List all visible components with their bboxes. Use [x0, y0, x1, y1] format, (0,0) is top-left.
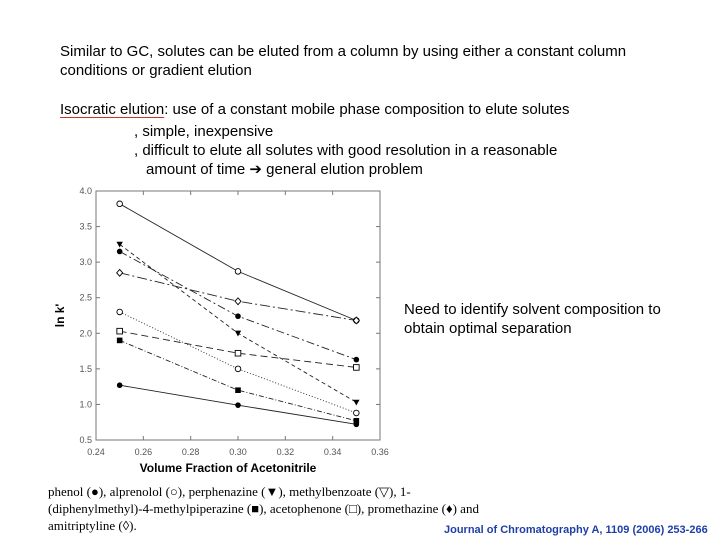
x-tick-label-4: 0.32	[276, 447, 295, 457]
x-tick-label-6: 0.36	[371, 447, 389, 457]
series-7-point-1	[235, 402, 241, 408]
isocratic-con-line2	[146, 160, 423, 179]
x-tick-label-5: 0.34	[323, 447, 342, 457]
x-axis-title: Volume Fraction of Acetonitrile	[139, 461, 317, 475]
isocratic-definition: : use of a constant mobile phase composition to elute solutes	[164, 101, 570, 118]
y-tick-label-6: 3.5	[79, 221, 92, 232]
series-5-point-1	[235, 350, 241, 356]
series-2-point-2	[354, 357, 360, 363]
series-1-point-1	[235, 331, 241, 337]
y-axis-title: ln k'	[53, 303, 67, 328]
y-tick-label-1: 1.0	[79, 399, 92, 410]
y-tick-label-5: 3.0	[79, 257, 92, 268]
intro-text: Similar to GC, solutes can be eluted from a column by using either a constant column conditions or gradient elution	[60, 43, 627, 79]
series-1-point-2	[353, 400, 359, 406]
series-line-1	[120, 244, 357, 402]
series-7-point-2	[354, 422, 360, 428]
con-line2-text: amount of time	[146, 161, 246, 178]
y-tick-label-7: 4.0	[79, 186, 92, 196]
series-6-point-0	[117, 338, 123, 344]
series-2-point-0	[117, 249, 123, 255]
isocratic-pro: , simple, inexpensive	[134, 123, 274, 140]
arrow-icon: ➔	[249, 161, 262, 178]
series-line-3	[120, 273, 357, 321]
series-3-point-0	[117, 269, 123, 276]
series-7-point-0	[117, 382, 123, 388]
chart-legend-caption: phenol (●), alprenolol (○), perphenazine (▼), methylbenzoate (▽), 1-(diphenylmethyl)-4-methylpiperazine (■), acetophenone (□), promethazine (♦) and amitriptyline (◊).	[48, 484, 479, 533]
citation: Journal of Chromatography A, 1109 (2006) 253-266	[444, 524, 708, 536]
retention-chart	[40, 180, 400, 480]
y-tick-label-2: 1.5	[79, 363, 92, 374]
callout-text: Need to identify solvent composition to obtain optimal separation	[404, 301, 661, 337]
con-line2-end: general elution problem	[266, 161, 423, 178]
isocratic-term: Isocratic elution	[60, 101, 165, 118]
series-4-point-1	[235, 366, 241, 372]
x-tick-label-0: 0.24	[87, 447, 105, 457]
x-tick-label-1: 0.26	[134, 447, 153, 457]
isocratic-heading	[60, 100, 569, 119]
series-5-point-0	[117, 328, 123, 334]
series-0-point-0	[117, 201, 123, 207]
isocratic-con-line1: , difficult to elute all solutes with good resolution in a reasonable	[134, 142, 558, 159]
y-tick-label-4: 2.5	[79, 292, 92, 303]
series-2-point-1	[235, 313, 241, 319]
series-6-point-1	[235, 387, 241, 393]
series-line-5	[120, 331, 357, 367]
x-tick-label-2: 0.28	[181, 447, 200, 457]
y-tick-label-3: 2.0	[79, 328, 92, 339]
series-line-4	[120, 312, 357, 413]
series-3-point-1	[235, 298, 241, 305]
x-tick-label-3: 0.30	[229, 447, 247, 457]
series-5-point-2	[354, 365, 360, 371]
series-4-point-2	[354, 410, 360, 416]
y-tick-label-0: 0.5	[79, 435, 92, 445]
series-0-point-1	[235, 269, 241, 275]
series-4-point-0	[117, 309, 123, 315]
series-1-point-0	[116, 242, 122, 248]
